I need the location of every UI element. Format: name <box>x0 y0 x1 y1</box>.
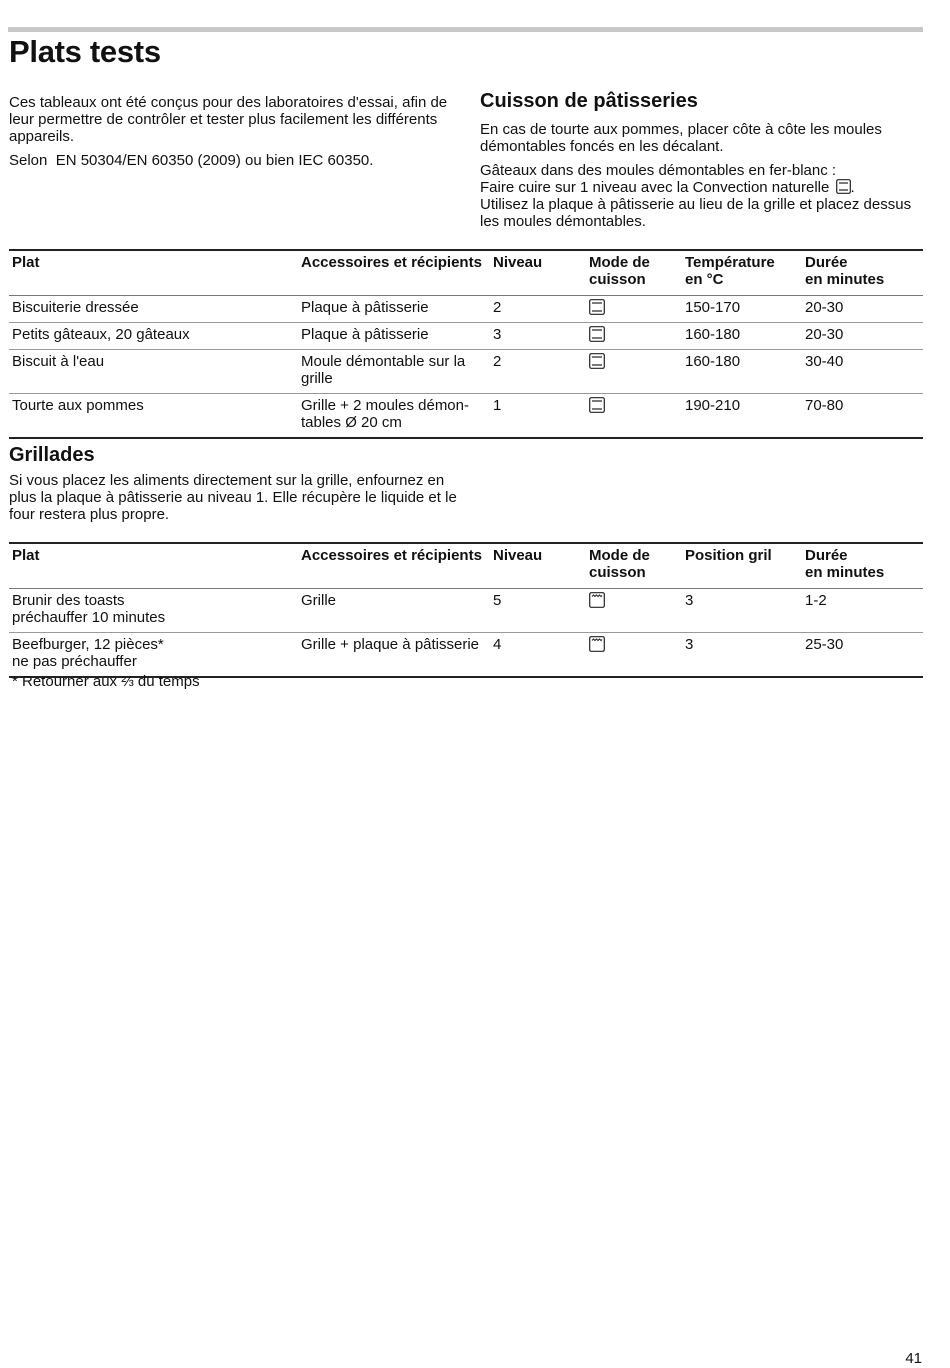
table-row <box>9 394 923 439</box>
cuisson-line-3: Utilisez la plaque à pâtisserie au lieu de la grille et placez dessus les moules démontables. <box>480 196 912 230</box>
cell-plat: Biscuiterie dressée <box>12 299 139 316</box>
col-plat: Plat <box>12 254 40 271</box>
page-number: 41 <box>905 1350 922 1367</box>
table-row <box>9 296 923 323</box>
table-header-row <box>9 543 923 589</box>
convection-naturelle-icon <box>589 353 682 369</box>
cell-temperature: 160-180 <box>685 353 741 370</box>
gril-icon <box>589 636 682 652</box>
cell-accessoires: Moule démontable sur la grille <box>301 353 466 387</box>
cuisson-paragraph-2 <box>480 162 920 230</box>
convection-naturelle-icon <box>589 326 682 342</box>
col-mode: Mode de cuisson <box>589 547 650 581</box>
col-niveau: Niveau <box>493 547 543 564</box>
col-mode: Mode de cuisson <box>589 254 650 288</box>
footnote: * Retourner aux ⅔ du temps <box>12 673 200 690</box>
cell-accessoires: Grille <box>301 592 337 609</box>
cell-niveau: 5 <box>493 592 502 609</box>
cell-plat: Biscuit à l'eau <box>12 353 105 370</box>
grillades-table <box>9 542 923 678</box>
cell-duree: 25-30 <box>805 636 844 653</box>
cell-duree: 70-80 <box>805 397 844 414</box>
col-duree: Durée en minutes <box>805 254 885 288</box>
table-header-row <box>9 250 923 296</box>
cell-duree: 20-30 <box>805 326 844 343</box>
cell-niveau: 1 <box>493 397 502 414</box>
convection-naturelle-icon <box>589 397 682 413</box>
grillades-paragraph: Si vous placez les aliments directement sur la grille, enfournez en plus la plaque à pâtisserie au niveau 1. Elle récupère le liquide et le four restera plus propre. <box>9 472 457 523</box>
cell-duree: 20-30 <box>805 299 844 316</box>
col-duree: Durée en minutes <box>805 547 885 581</box>
patisserie-table <box>9 249 923 439</box>
cell-plat: Tourte aux pommes <box>12 397 144 414</box>
col-plat: Plat <box>12 547 40 564</box>
table-row <box>9 350 923 394</box>
top-rule <box>8 27 923 32</box>
cell-position: 3 <box>685 592 694 609</box>
convection-naturelle-icon <box>836 179 851 194</box>
cell-temperature: 150-170 <box>685 299 741 316</box>
table-row <box>9 323 923 350</box>
cell-niveau: 2 <box>493 353 502 370</box>
cell-niveau: 2 <box>493 299 502 316</box>
cuisson-heading: Cuisson de pâtisseries <box>480 90 698 112</box>
table-row <box>9 589 923 633</box>
cuisson-line-2-end: . <box>850 179 855 196</box>
grillades-section <box>9 444 459 523</box>
grillades-heading: Grillades <box>9 444 95 466</box>
col-accessoires: Accessoires et récipients <box>301 547 482 564</box>
table-row <box>9 633 923 678</box>
cell-mode <box>586 589 682 633</box>
cell-duree: 30-40 <box>805 353 844 370</box>
cell-plat: Brunir des toasts préchauffer 10 minutes <box>12 592 166 626</box>
intro-paragraph: Ces tableaux ont été conçus pour des laboratoires d'essai, afin de leur permettre de contrôler et tester plus facilement les différents appareils. <box>9 94 448 145</box>
col-position-gril: Position gril <box>685 547 772 564</box>
cell-niveau: 3 <box>493 326 502 343</box>
gril-icon <box>589 592 682 608</box>
cell-duree: 1-2 <box>805 592 827 609</box>
cell-plat: Petits gâteaux, 20 gâteaux <box>12 326 190 343</box>
cell-mode <box>586 323 682 350</box>
cell-temperature: 190-210 <box>685 397 741 414</box>
cuisson-paragraph-1: En cas de tourte aux pommes, placer côte à côte les moules démontables foncés en les décalant. <box>480 121 882 155</box>
cell-niveau: 4 <box>493 636 502 653</box>
convection-naturelle-icon <box>589 299 682 315</box>
cell-mode <box>586 350 682 394</box>
cell-accessoires: Grille + 2 moules démon- tables Ø 20 cm <box>301 397 469 431</box>
cuisson-line-1: Gâteaux dans des moules démontables en fer-blanc : <box>480 162 837 179</box>
cell-mode <box>586 296 682 323</box>
page-title: Plats tests <box>9 34 161 69</box>
cell-accessoires: Plaque à pâtisserie <box>301 299 429 316</box>
cell-accessoires: Grille + plaque à pâtisserie <box>301 636 480 653</box>
cell-position: 3 <box>685 636 694 653</box>
cell-plat: Beefburger, 12 pièces* ne pas préchauffer <box>12 636 164 670</box>
cuisson-line-2: Faire cuire sur 1 niveau avec la Convection naturelle <box>480 179 830 196</box>
cell-accessoires: Plaque à pâtisserie <box>301 326 429 343</box>
cell-mode <box>586 394 682 439</box>
cell-mode <box>586 633 682 678</box>
col-accessoires: Accessoires et récipients <box>301 254 482 271</box>
col-temperature: Température en °C <box>685 254 775 288</box>
intro-section <box>9 94 459 169</box>
cell-temperature: 160-180 <box>685 326 741 343</box>
cuisson-section <box>480 90 920 230</box>
col-niveau: Niveau <box>493 254 543 271</box>
standard-reference: Selon EN 50304/EN 60350 (2009) ou bien IEC 60350. <box>9 152 374 169</box>
